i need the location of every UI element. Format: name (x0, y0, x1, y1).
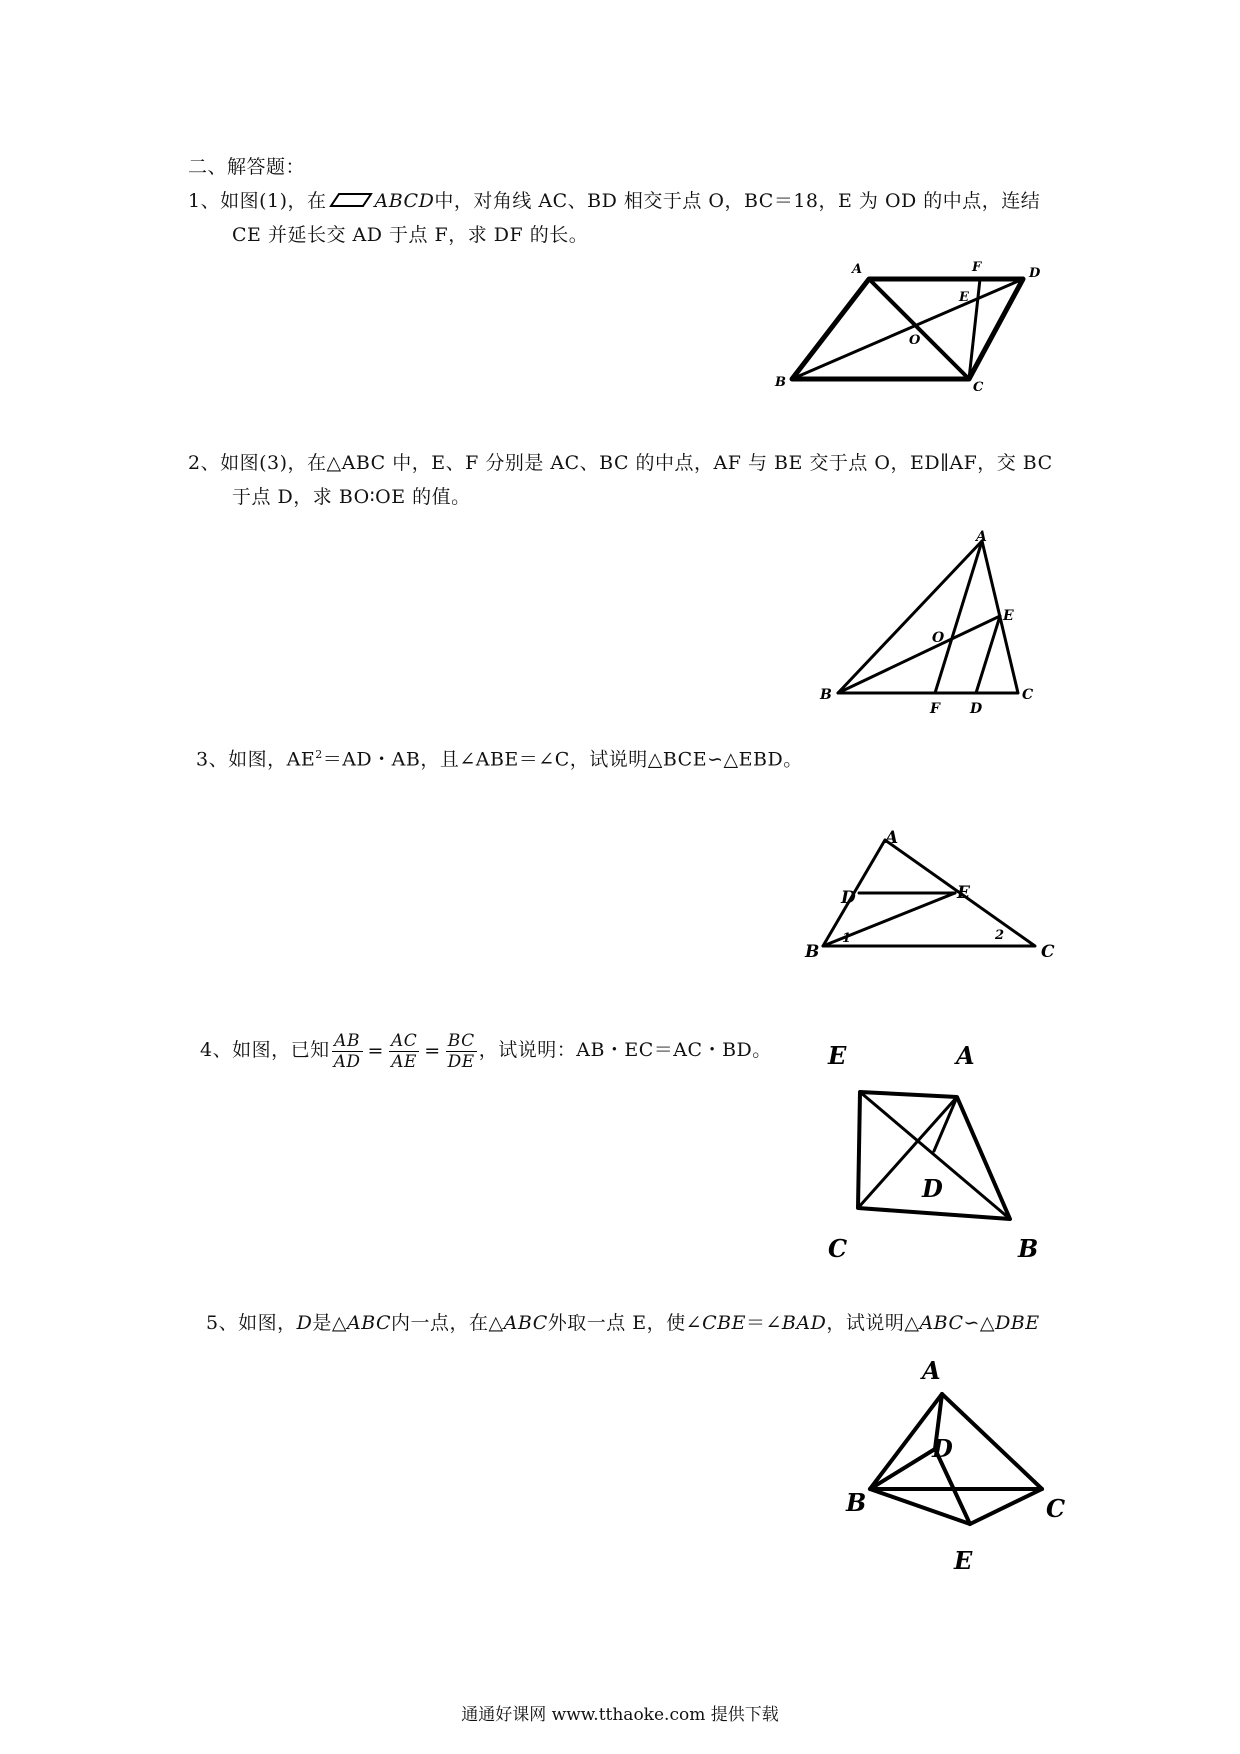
q4-frac2-num: AC (390, 1030, 418, 1051)
q2-line1 (188, 446, 1053, 480)
q1-diagonal-bd (792, 279, 1023, 379)
q3-text-b: ＝AD・AB，且∠ABE＝∠C，试说明△BCE∽△EBD。 (322, 748, 803, 771)
q4-figure (810, 1035, 1070, 1265)
q1-label-d: D (1029, 266, 1041, 281)
q2-label-b: B (820, 687, 832, 703)
q5-figure (840, 1345, 1080, 1595)
q4-frac1-num: AB (332, 1031, 363, 1052)
q3-figure (805, 825, 1065, 965)
q2-label-f: F (930, 701, 940, 717)
q3-label-c: C (1041, 942, 1055, 962)
q5-text-b: 是△ (312, 1312, 347, 1334)
q5-segment-bd (870, 1449, 935, 1489)
q5-text-d: 外取一点 E，使∠ (547, 1312, 703, 1334)
q4-fraction-ab-ad (332, 1031, 363, 1072)
q3-label-d: D (841, 888, 856, 908)
q1-number: 1、 (188, 190, 221, 212)
q5-text-e: ＝∠ (745, 1312, 782, 1334)
q4-fraction-bc-de (446, 1031, 477, 1072)
q1-label-f: F (972, 260, 982, 275)
q3-number: 3、 (196, 748, 229, 771)
q2-triangle (838, 541, 1018, 693)
q5-segment-ec (970, 1489, 1042, 1524)
q4-text-a: 如图，已知 (232, 1039, 330, 1061)
q1-text-b: 中，对角线 AC、BD 相交于点 O，BC＝18，E 为 OD 的中点，连结 (434, 190, 1041, 212)
q2-text: 如图(3)，在△ABC 中，E、F 分别是 AC、BC 的中点，AF 与 BE 交于点 O，ED∥AF，交 BC (220, 452, 1053, 474)
q4-segment-ad (934, 1097, 957, 1151)
q1-text-a: 如图(1)，在 (220, 190, 327, 212)
q2-line2: 于点 D，求 BO∶OE 的值。 (232, 486, 471, 508)
q4-label-e: E (828, 1041, 847, 1070)
q5-it-d: D (296, 1312, 313, 1334)
q4-frac3-den: DE (447, 1051, 475, 1072)
q1-label-b: B (775, 375, 786, 390)
q4-line (200, 1022, 772, 1079)
q5-label-d: D (932, 1434, 953, 1463)
q5-text-g: ∽△ (963, 1312, 996, 1334)
q1-label-c: C (973, 380, 984, 395)
q3-angle-2: 2 (995, 928, 1005, 943)
q5-label-c: C (1046, 1494, 1066, 1523)
q1-label-o: O (909, 333, 921, 348)
q3-label-e: E (957, 883, 970, 903)
q5-number: 5、 (206, 1312, 239, 1334)
q1-line2: CE 并延长交 AD 于点 F，求 DF 的长。 (232, 224, 589, 246)
q4-label-d: D (922, 1174, 943, 1203)
q4-frac3-num: BC (446, 1031, 477, 1052)
q1-label-e: E (959, 290, 969, 305)
q5-it-bad: BAD (781, 1312, 827, 1334)
q3-angle-1: 1 (842, 931, 852, 946)
q5-label-e: E (954, 1546, 973, 1575)
q3-text-a: 如图，AE (228, 748, 316, 771)
q3-label-b: B (805, 942, 820, 962)
q2-label-o: O (932, 630, 945, 646)
q5-it-cbe: CBE (702, 1312, 746, 1334)
q3-label-a: A (885, 828, 899, 848)
page-footer: 通通好课网 www.tthaoke.com 提供下载 (461, 1705, 779, 1725)
q2-figure (820, 525, 1050, 720)
q5-text-f: ，试说明△ (826, 1312, 920, 1334)
q5-it-abc-1: ABC (346, 1312, 392, 1334)
q4-fraction-ac-ae (389, 1031, 419, 1072)
q2-label-e: E (1003, 608, 1014, 624)
q3-line (196, 738, 803, 776)
q4-text-b: ，试说明：AB・EC＝AC・BD。 (478, 1039, 772, 1061)
q5-label-b: B (846, 1488, 867, 1517)
q4-label-b: B (1018, 1234, 1039, 1263)
q4-frac2-den: AE (391, 1051, 417, 1072)
q4-frac1-den: AD (333, 1051, 361, 1072)
q5-it-dbe: DBE (995, 1312, 1040, 1334)
q2-label-d: D (970, 701, 983, 717)
q1-diagonal-ac (869, 279, 969, 379)
q1-line1 (188, 184, 1040, 219)
q4-equals-1: = (367, 1040, 384, 1062)
q4-number: 4、 (200, 1039, 233, 1061)
q1-figure (770, 255, 1070, 395)
q1-label-a: A (852, 262, 863, 277)
q5-label-a: A (922, 1356, 941, 1385)
q5-it-abc-3: ABC (919, 1312, 964, 1334)
q2-label-a: A (976, 529, 987, 545)
q5-it-abc-2: ABC (503, 1312, 548, 1334)
q5-line (206, 1306, 1040, 1340)
q3-superscript: 2 (315, 748, 323, 761)
q2-segment-be (838, 616, 1000, 693)
q1-parallelogram-name: ABCD (374, 190, 435, 212)
parallelogram-icon (329, 185, 373, 219)
q4-label-c: C (828, 1234, 848, 1263)
q4-equals-2: = (424, 1040, 441, 1062)
q2-segment-ed (976, 616, 1000, 693)
section-title: 二、解答题： (188, 156, 306, 178)
q5-text-a: 如图， (238, 1312, 297, 1334)
q2-number: 2、 (188, 452, 221, 474)
q5-text-c: 内一点，在△ (391, 1312, 504, 1334)
q2-label-c: C (1022, 687, 1034, 703)
q4-label-a: A (956, 1041, 975, 1070)
